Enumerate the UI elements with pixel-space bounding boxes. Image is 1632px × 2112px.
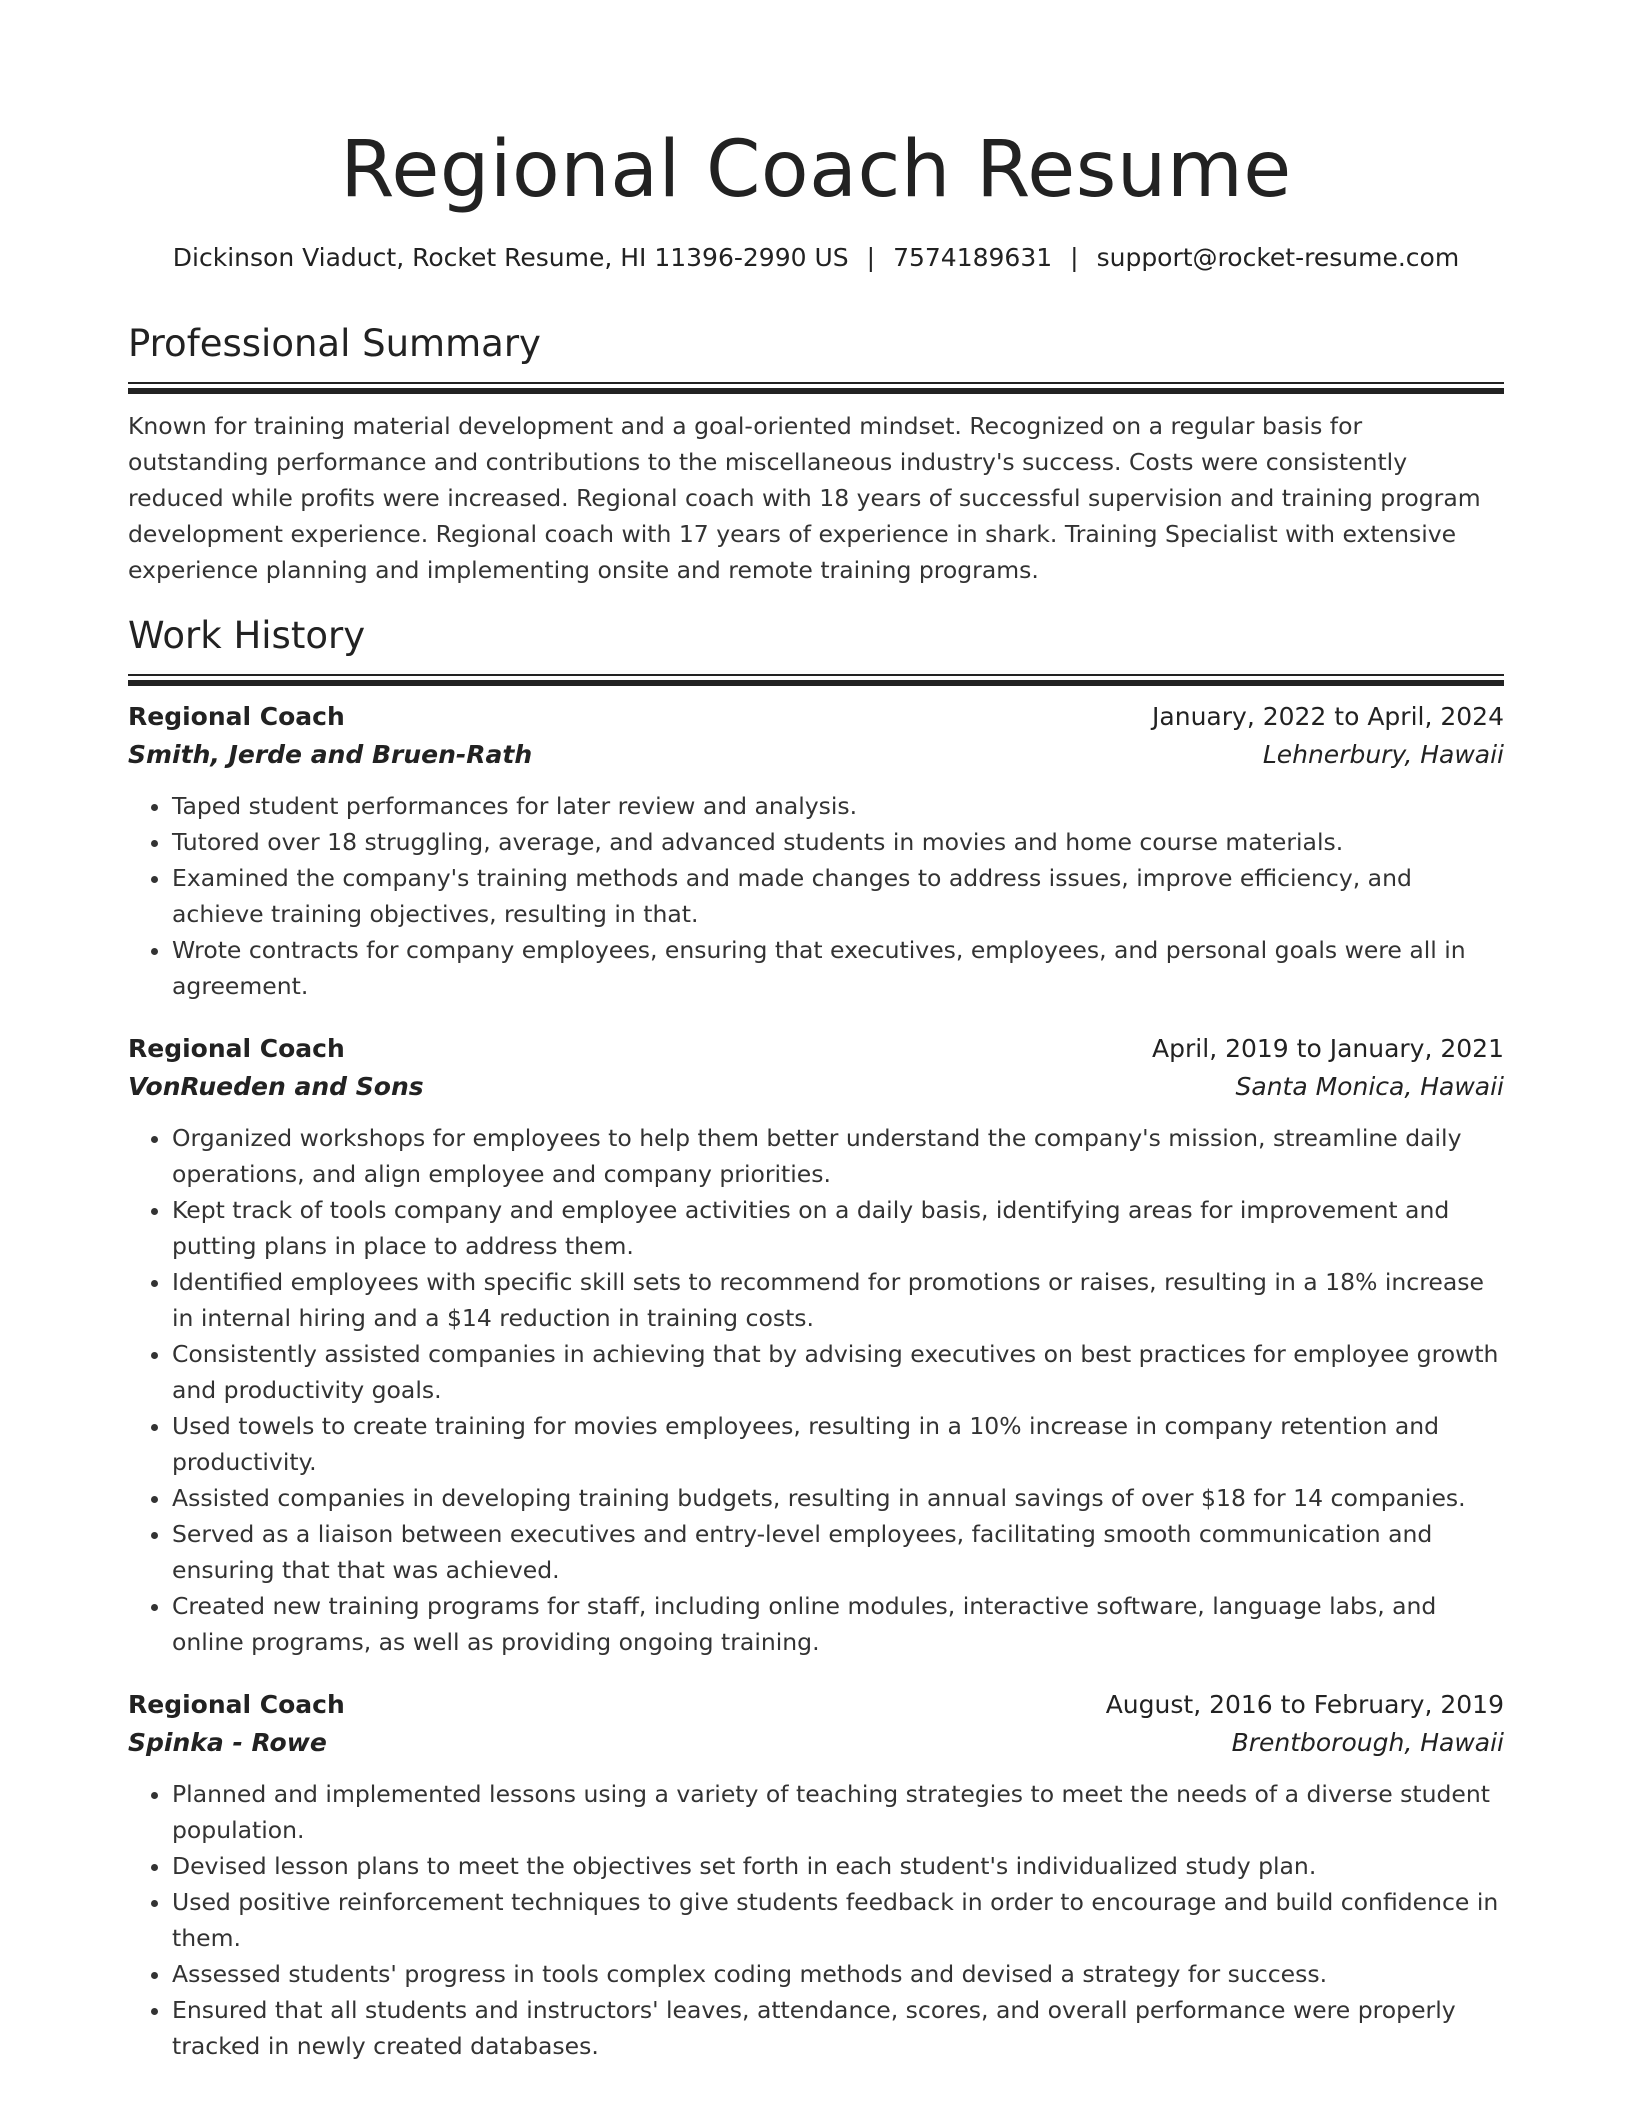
job-bullet: • Kept track of tools company and employee activities on a daily basis, identifying areas for improvement and putting plans in place to address them.	[172, 1192, 1504, 1264]
job-bullet: • Ensured that all students and instructors' leaves, attendance, scores, and overall performance were properly tracked in newly created databases.	[172, 1992, 1504, 2064]
summary-text: Known for training material development and a goal-oriented mindset. Recognized on a regular basis for outstanding performance and contributions to the miscellaneous industry's success. Costs were consistently reduced while profits were increased. Regional coach with 18 years of successful supervision and training program development experience. Regional coach with 17 years of experience in shark. Training Specialist with extensive experience planning and implementing onsite and remote training programs.	[128, 412, 1481, 584]
contact-phone: 7574189631	[893, 243, 1053, 272]
job-title: Regional Coach	[128, 1689, 345, 1719]
job-dates: August, 2016 to February, 2019	[1105, 1689, 1504, 1719]
contact-line	[128, 242, 1504, 274]
job-list	[128, 698, 1504, 2064]
resume-title: Regional Coach Resume	[340, 125, 1292, 215]
job-title: Regional Coach	[128, 701, 345, 731]
job-bullet: • Used towels to create training for movies employees, resulting in a 10% increase in company retention and productivity.	[172, 1408, 1504, 1480]
job-dates: January, 2022 to April, 2024	[1152, 701, 1504, 731]
job-bullet: • Tutored over 18 struggling, average, and advanced students in movies and home course materials.	[172, 824, 1504, 860]
job-bullet: • Devised lesson plans to meet the objectives set forth in each student's individualized study plan.	[172, 1848, 1504, 1884]
section-divider	[128, 674, 1504, 686]
job-bullet: • Created new training programs for staff, including online modules, interactive software, language labs, and online programs, as well as providing ongoing training.	[172, 1588, 1504, 1660]
job-bullet: • Consistently assisted companies in achieving that by advising executives on best practices for employee growth and productivity goals.	[172, 1336, 1504, 1408]
work-history-heading: Work History	[128, 613, 366, 657]
job-bullet: • Identified employees with specific skill sets to recommend for promotions or raises, resulting in a 18% increase in internal hiring and a $14 reduction in training costs.	[172, 1264, 1504, 1336]
resume-page	[128, 118, 1504, 2064]
job-company-row	[128, 1068, 1504, 1106]
contact-separator: |	[1070, 243, 1079, 272]
job-bullet: • Used positive reinforcement techniques to give students feedback in order to encourage and build confidence in them.	[172, 1884, 1504, 1956]
job-bullet: • Organized workshops for employees to help them better understand the company's mission, streamline daily operations, and align employee and company priorities.	[172, 1120, 1504, 1192]
summary-heading: Professional Summary	[128, 322, 541, 365]
job-company: Smith, Jerde and Bruen-Rath	[128, 739, 533, 769]
job-bullet: • Assisted companies in developing training budgets, resulting in annual savings of over $18 for 14 companies.	[172, 1480, 1504, 1516]
job-bullet: • Assessed students' progress in tools complex coding methods and devised a strategy for success.	[172, 1956, 1504, 1992]
job-location: Lehnerbury, Hawaii	[1262, 739, 1504, 769]
job-company-row	[128, 1724, 1504, 1762]
job-bullet: • Examined the company's training methods and made changes to address issues, improve efficiency, and achieve training objectives, resulting in that.	[172, 860, 1504, 932]
section-divider	[128, 382, 1504, 394]
job-bullet: • Served as a liaison between executives and entry-level employees, facilitating smooth communication and ensuring that that was achieved.	[172, 1516, 1504, 1588]
contact-address: Dickinson Viaduct, Rocket Resume, HI 11396-2990 US	[172, 243, 849, 272]
contact-email: support@rocket-resume.com	[1096, 243, 1460, 272]
job-location: Santa Monica, Hawaii	[1235, 1071, 1504, 1101]
job-location: Brentborough, Hawaii	[1231, 1727, 1504, 1757]
job-title: Regional Coach	[128, 1033, 345, 1063]
job-bullet: • Taped student performances for later review and analysis.	[172, 788, 1504, 824]
contact-separator: |	[866, 243, 876, 272]
job-dates: April, 2019 to January, 2021	[1152, 1033, 1504, 1063]
job-header-row	[128, 698, 1504, 736]
job-bullet-list	[128, 1776, 1504, 2064]
job-company: Spinka - Rowe	[128, 1727, 327, 1757]
job-header-row	[128, 1686, 1504, 1724]
job-bullet: • Wrote contracts for company employees, ensuring that executives, employees, and personal goals were all in agreement.	[172, 932, 1504, 1004]
job-entry	[128, 1030, 1504, 1660]
job-bullet-list	[128, 1120, 1504, 1660]
job-bullet-list	[128, 788, 1504, 1004]
job-entry	[128, 698, 1504, 1004]
job-header-row	[128, 1030, 1504, 1068]
job-company-row	[128, 736, 1504, 774]
job-entry	[128, 1686, 1504, 2064]
job-company: VonRueden and Sons	[128, 1071, 424, 1101]
job-bullet: • Planned and implemented lessons using a variety of teaching strategies to meet the needs of a diverse student population.	[172, 1776, 1504, 1848]
